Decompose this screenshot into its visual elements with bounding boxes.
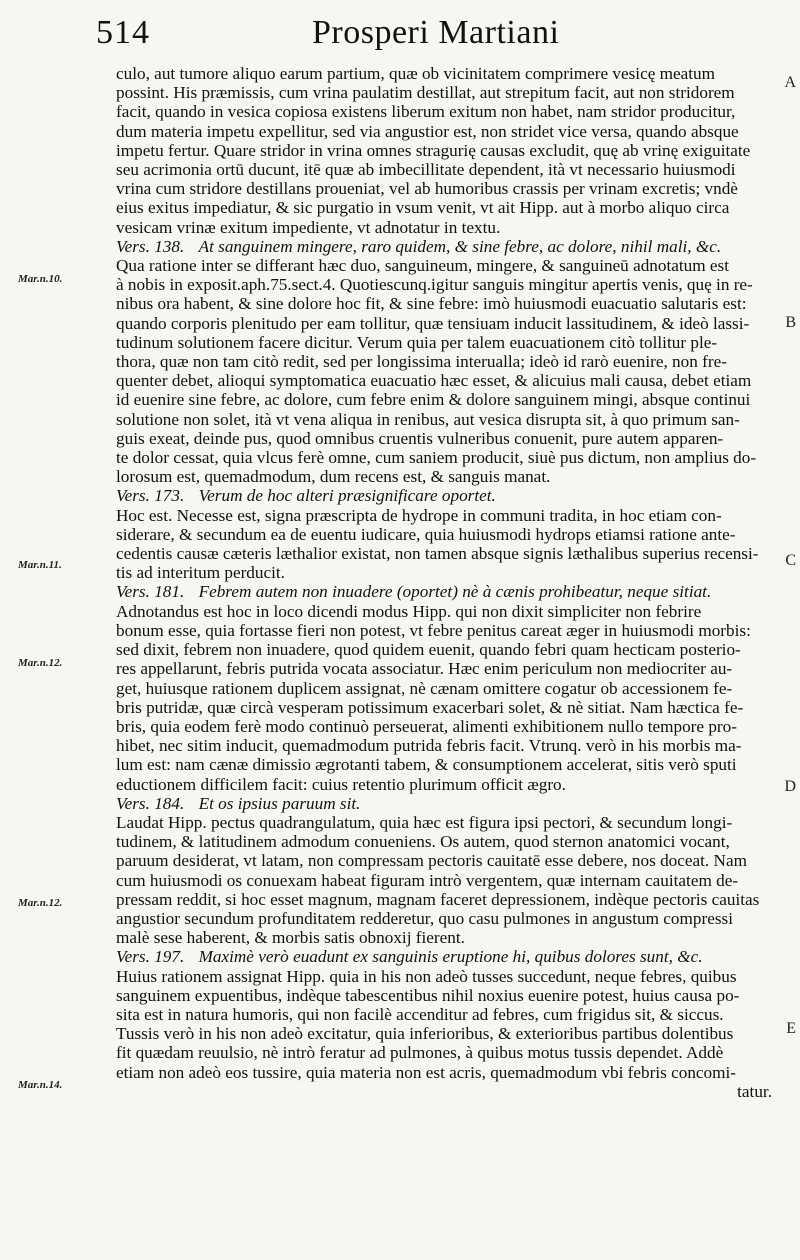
text-line: possint. His præmissis, cum vrina paulatim destillat, aut strepitum facit, aut non stridorem bbox=[116, 83, 735, 103]
verse-heading bbox=[116, 582, 772, 601]
text-line: id euenire sine febre, ac dolore, cum febre enim & dolore sanguinem mingi, absque continui bbox=[116, 390, 751, 410]
text-line: vrina cum stridore destillans proueniat, vel ab humoribus crassis per vrinam excretis; vndè bbox=[116, 179, 738, 199]
text-line: Laudat Hipp. pectus quadrangulatum, quia hæc est figura ipsi pectori, & secundum longi- bbox=[116, 812, 733, 832]
text-line: eius exitus impediatur, & sic purgatio in vsum venit, vt ait Hipp. aut à morbo aliquo circa bbox=[116, 198, 730, 218]
text-line: etiam non adeò eos tussire, quia materia non est acris, quemadmodum vbi febris concomi- bbox=[116, 1062, 737, 1082]
text-line: dum materia impetu expellitur, sed via angustior est, non stridet vice versa, quando absque bbox=[116, 121, 739, 141]
margin-letter: A bbox=[784, 74, 796, 91]
text-line: vesicam vrinæ exitum impediente, vt adnotatur in textu. bbox=[116, 217, 501, 237]
text-line: get, huiusque rationem duplicem assignat, nè cænam omittere cogatur ob accessionem fe- bbox=[116, 678, 733, 698]
text-line: Adnotandus est hoc in loco dicendi modus Hipp. qui non dixit simpliciter non febrire bbox=[116, 601, 702, 621]
text-line: malè sese haberent, & morbis satis obnoxij fierent. bbox=[116, 928, 465, 948]
page-header bbox=[90, 12, 780, 60]
text-line: Qua ratione inter se differant hæc duo, sanguineum, mingere, & sanguineū adnotatum est bbox=[116, 256, 730, 276]
text-line: cedentis causæ cæteris læthalior existat, non tamen absque signis læthalibus superius recensi- bbox=[116, 544, 759, 564]
verse-ref: Vers. 197. bbox=[116, 947, 185, 967]
text-line: tudinum solutionem facere dicitur. Verum quia per talem euacuationem citò tollitur ple- bbox=[116, 332, 718, 352]
verse-ref: Vers. 173. bbox=[116, 486, 185, 506]
margin-letter: E bbox=[786, 1020, 796, 1037]
text-line: quando corporis plenitudo per eam tollitur, quæ tensiuam inducit lassitudinem, & ideò lassi- bbox=[116, 313, 750, 333]
margin-letter: C bbox=[785, 552, 796, 569]
text-line: Huius rationem assignat Hipp. quia in his non adeò tusses succedunt, neque febres, quibus bbox=[116, 966, 737, 986]
text-line: sed dixit, febrem non inuadere, quod quidem euenit, quando febri quam hecticam posterio- bbox=[116, 640, 741, 660]
paragraph bbox=[116, 602, 772, 794]
verse-ref: Vers. 184. bbox=[116, 793, 185, 813]
margin-note: Mar.n.14. bbox=[18, 1079, 63, 1091]
verse-ref: Vers. 138. bbox=[116, 236, 185, 256]
paragraph bbox=[116, 506, 772, 583]
verse-quote: Verum de hoc alteri præsignificare oportet. bbox=[198, 486, 496, 506]
margin-note: Mar.n.10. bbox=[18, 273, 63, 285]
text-line: angustior secundum profunditatem redderetur, quo casu pulmones in angustum compressi bbox=[116, 908, 733, 928]
text-line: res appellarunt, febris putrida vocata associatur. Hæc enim periculum non mediocriter au- bbox=[116, 659, 733, 679]
text-line: fit quædam reuulsio, nè intrò feratur ad pulmones, à quibus motus tussis dependet. Addè bbox=[116, 1043, 724, 1063]
text-line: culo, aut tumore aliquo earum partium, quæ ob vicinitatem comprimere vesicę meatum bbox=[116, 64, 715, 83]
text-line: siderare, & secundum ea de euentu iudicare, quia huiusmodi hydrops etiamsi ratione ante- bbox=[116, 524, 736, 544]
verse-quote: Et os ipsius paruum sit. bbox=[198, 793, 361, 813]
text-line: pressam reddit, si hoc esset magnum, magnam faceret depressionem, indèque pectoris cauitas bbox=[116, 889, 760, 909]
text-line: lum est: nam cænæ dimissio ægrotanti tabem, & consumptionem accelerat, sitis verò sputi bbox=[116, 755, 737, 775]
text-line: Hoc est. Necesse est, signa præscripta de hydrope in communi tradita, in hoc etiam con- bbox=[116, 505, 722, 525]
margin-note: Mar.n.12. bbox=[18, 897, 63, 909]
text-line: à nobis in exposit.aph.75.sect.4. Quotiescunq.igitur sanguis mingitur apertis venis, quę in re- bbox=[116, 275, 753, 295]
text-line: impetu fertur. Quare stridor in vrina omnes stragurię causas excludit, quę ab vrinę exiguitate bbox=[116, 140, 751, 160]
verse-ref: Vers. 181. bbox=[116, 582, 185, 602]
text-line: solutione non solet, ità vt vena aliqua in renibus, aut vesica disrupta sit, à quo primum san- bbox=[116, 409, 740, 429]
paragraph bbox=[116, 967, 772, 1101]
text-line: guis exeat, deinde pus, quod omnibus cruentis vulneribus conuenit, pure autem apparen- bbox=[116, 428, 724, 448]
text-line: sanguinem expuentibus, indèque tabescentibus nihil noxius euenire potest, huius causa po- bbox=[116, 985, 740, 1005]
paragraph bbox=[116, 64, 772, 237]
text-line: nibus ora habent, & sine dolore hoc fit, & sine febre: imò huiusmodi euacuatio salutaris est: bbox=[116, 294, 747, 314]
text-line: seu acrimonia ortū ducunt, itē quæ ab imbecillitate dependent, ità vt necessario huiusmodi bbox=[116, 160, 736, 180]
text-line: sita est in natura humoris, qui non facilè accenditur ad febres, cum frigidus sit, & siccus. bbox=[116, 1004, 724, 1024]
text-line: lorosum est, quemadmodum, dum recens est, & sanguis manat. bbox=[116, 467, 551, 487]
text-line: bonum esse, quia fortasse fieri non potest, vt febre penitus careat æger in huiusmodi morbis: bbox=[116, 620, 751, 640]
verse-heading bbox=[116, 947, 772, 966]
text-line: bris, quia eodem ferè modo continuò perseuerat, alimenti exhibitionem nullo tempore pro- bbox=[116, 716, 737, 736]
text-line: cum huiusmodi os conuexam habeat figuram intrò vergentem, quæ internam cauitatem de- bbox=[116, 870, 739, 890]
text-line: quenter debet, alioqui symptomatica euacuatio hæc esset, & alicuius mali causa, debet etiam bbox=[116, 371, 752, 391]
verse-heading bbox=[116, 486, 772, 505]
verse-heading bbox=[116, 237, 772, 256]
margin-letter: D bbox=[784, 778, 796, 795]
verse-quote: Febrem autem non inuadere (oportet) nè à cænis prohibeatur, neque sitiat. bbox=[198, 582, 712, 602]
verse-quote: At sanguinem mingere, raro quidem, & sine febre, ac dolore, nihil mali, &c. bbox=[198, 236, 722, 256]
text-line: Tussis verò in his non adeò excitatur, quia inferioribus, & exterioribus partibus dolentibus bbox=[116, 1024, 734, 1044]
text-line: te dolor cessat, quia vlcus ferè omne, cum saniem producit, siuè pus dictum, non amplius do- bbox=[116, 448, 757, 468]
verse-heading bbox=[116, 794, 772, 813]
text-line: paruum desiderat, vt latam, non compressam pectoris cauitatē esse debere, nos doceat. Nam bbox=[116, 851, 747, 871]
paragraph bbox=[116, 256, 772, 486]
text-line: bris putridæ, quæ circà vesperam potissimum exacerbari solet, & nè sitiat. Nam hæctica fe- bbox=[116, 697, 744, 717]
margin-note: Mar.n.11. bbox=[18, 559, 62, 571]
verse-quote: Maximè verò euadunt ex sanguinis eruptione hi, quibus dolores sunt, &c. bbox=[198, 947, 703, 967]
text-line: tatur. bbox=[737, 1081, 772, 1101]
paragraph bbox=[116, 813, 772, 947]
page-number: 514 bbox=[96, 14, 150, 51]
text-line: hibet, nec sitim inducit, quemadmodum putrida febris facit. Vtrunq. verò in his morbis ma- bbox=[116, 736, 742, 756]
text-line: tudinem, & latitudinem admodum conueniens. Os autem, quod sternon anatomici vocant, bbox=[116, 832, 730, 852]
margin-letter: B bbox=[785, 314, 796, 331]
text-line: eductionem difficilem facit: cuius retentio plurimum officit ægro. bbox=[116, 774, 566, 794]
text-line: thora, quæ non tam citò redit, sed per longissima interualla; ideò id rarò euenire, non fre- bbox=[116, 352, 727, 372]
margin-note: Mar.n.12. bbox=[18, 657, 63, 669]
text-line: tis ad interitum perducit. bbox=[116, 563, 285, 583]
body-text bbox=[116, 64, 772, 1101]
text-line: facit, quando in vesica copiosa existens liberum exitum non habet, nam stridor producitur, bbox=[116, 102, 736, 122]
running-head: Prosperi Martiani bbox=[312, 14, 560, 51]
